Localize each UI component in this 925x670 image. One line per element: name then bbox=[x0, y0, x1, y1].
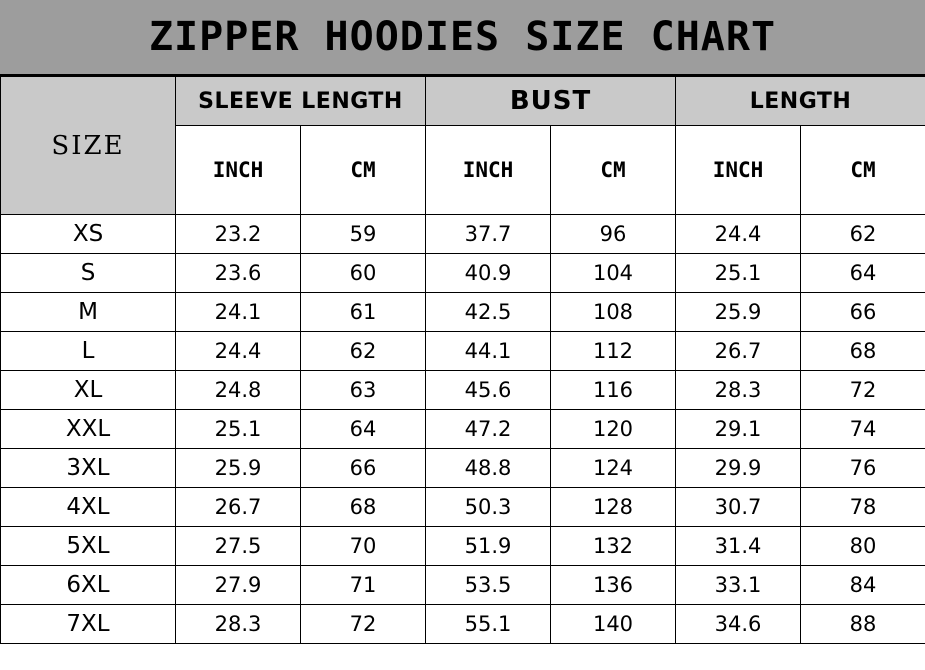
cell-bust-inch: 40.9 bbox=[426, 254, 551, 293]
cell-length-cm: 62 bbox=[801, 215, 925, 254]
cell-sleeve-cm: 62 bbox=[301, 332, 426, 371]
cell-bust-cm: 120 bbox=[551, 410, 676, 449]
cell-sleeve-inch: 25.9 bbox=[176, 449, 301, 488]
cell-length-cm: 66 bbox=[801, 293, 925, 332]
table-row bbox=[1, 449, 925, 488]
cell-sleeve-cm: 70 bbox=[301, 527, 426, 566]
cell-length-cm: 88 bbox=[801, 605, 925, 644]
table-row bbox=[1, 332, 925, 371]
size-chart-table bbox=[0, 76, 925, 644]
cell-length-inch: 25.1 bbox=[676, 254, 801, 293]
cell-sleeve-inch: 26.7 bbox=[176, 488, 301, 527]
cell-sleeve-inch: 25.1 bbox=[176, 410, 301, 449]
cell-bust-inch: 44.1 bbox=[426, 332, 551, 371]
cell-bust-inch: 37.7 bbox=[426, 215, 551, 254]
cell-length-inch: 24.4 bbox=[676, 215, 801, 254]
unit-header-length-inch: INCH bbox=[676, 126, 801, 215]
chart-title-bar bbox=[0, 0, 925, 76]
cell-length-cm: 64 bbox=[801, 254, 925, 293]
table-row bbox=[1, 254, 925, 293]
cell-sleeve-inch: 24.8 bbox=[176, 371, 301, 410]
table-row bbox=[1, 488, 925, 527]
cell-length-cm: 80 bbox=[801, 527, 925, 566]
cell-bust-cm: 96 bbox=[551, 215, 676, 254]
cell-length-inch: 33.1 bbox=[676, 566, 801, 605]
cell-sleeve-cm: 72 bbox=[301, 605, 426, 644]
group-header-length: LENGTH bbox=[676, 77, 925, 126]
cell-bust-cm: 128 bbox=[551, 488, 676, 527]
cell-bust-cm: 104 bbox=[551, 254, 676, 293]
cell-sleeve-inch: 28.3 bbox=[176, 605, 301, 644]
cell-length-cm: 74 bbox=[801, 410, 925, 449]
cell-sleeve-cm: 71 bbox=[301, 566, 426, 605]
cell-length-cm: 76 bbox=[801, 449, 925, 488]
cell-sleeve-inch: 24.4 bbox=[176, 332, 301, 371]
cell-length-cm: 72 bbox=[801, 371, 925, 410]
cell-bust-cm: 124 bbox=[551, 449, 676, 488]
cell-bust-inch: 45.6 bbox=[426, 371, 551, 410]
cell-bust-cm: 108 bbox=[551, 293, 676, 332]
cell-sleeve-cm: 59 bbox=[301, 215, 426, 254]
cell-size: 5XL bbox=[1, 527, 176, 566]
cell-size: XL bbox=[1, 371, 176, 410]
table-row bbox=[1, 566, 925, 605]
cell-bust-inch: 48.8 bbox=[426, 449, 551, 488]
unit-header-sleeve-inch: INCH bbox=[176, 126, 301, 215]
cell-sleeve-cm: 66 bbox=[301, 449, 426, 488]
group-header-row bbox=[1, 77, 925, 126]
cell-size: L bbox=[1, 332, 176, 371]
cell-length-inch: 34.6 bbox=[676, 605, 801, 644]
cell-length-cm: 78 bbox=[801, 488, 925, 527]
unit-header-bust-inch: INCH bbox=[426, 126, 551, 215]
table-row bbox=[1, 371, 925, 410]
unit-header-sleeve-cm: CM bbox=[301, 126, 426, 215]
cell-bust-inch: 42.5 bbox=[426, 293, 551, 332]
cell-bust-cm: 136 bbox=[551, 566, 676, 605]
cell-length-cm: 84 bbox=[801, 566, 925, 605]
cell-size: S bbox=[1, 254, 176, 293]
cell-sleeve-inch: 27.9 bbox=[176, 566, 301, 605]
cell-bust-cm: 112 bbox=[551, 332, 676, 371]
cell-sleeve-cm: 64 bbox=[301, 410, 426, 449]
cell-length-inch: 26.7 bbox=[676, 332, 801, 371]
group-header-sleeve-length: SLEEVE LENGTH bbox=[176, 77, 426, 126]
cell-length-inch: 29.9 bbox=[676, 449, 801, 488]
unit-header-bust-cm: CM bbox=[551, 126, 676, 215]
page-title: ZIPPER HOODIES SIZE CHART bbox=[148, 14, 777, 60]
cell-size: 3XL bbox=[1, 449, 176, 488]
cell-bust-inch: 51.9 bbox=[426, 527, 551, 566]
cell-sleeve-cm: 61 bbox=[301, 293, 426, 332]
table-row bbox=[1, 293, 925, 332]
cell-length-inch: 30.7 bbox=[676, 488, 801, 527]
cell-sleeve-cm: 68 bbox=[301, 488, 426, 527]
cell-sleeve-inch: 23.6 bbox=[176, 254, 301, 293]
cell-size: 6XL bbox=[1, 566, 176, 605]
cell-sleeve-cm: 63 bbox=[301, 371, 426, 410]
table-row bbox=[1, 410, 925, 449]
unit-header-length-cm: CM bbox=[801, 126, 925, 215]
cell-sleeve-cm: 60 bbox=[301, 254, 426, 293]
column-header-size: SIZE bbox=[1, 77, 176, 215]
cell-bust-cm: 140 bbox=[551, 605, 676, 644]
cell-sleeve-inch: 23.2 bbox=[176, 215, 301, 254]
cell-length-inch: 31.4 bbox=[676, 527, 801, 566]
cell-sleeve-inch: 27.5 bbox=[176, 527, 301, 566]
cell-size: XS bbox=[1, 215, 176, 254]
table-row bbox=[1, 527, 925, 566]
group-header-bust: BUST bbox=[426, 77, 676, 126]
table-row bbox=[1, 605, 925, 644]
cell-length-cm: 68 bbox=[801, 332, 925, 371]
cell-bust-inch: 47.2 bbox=[426, 410, 551, 449]
cell-size: M bbox=[1, 293, 176, 332]
cell-bust-inch: 50.3 bbox=[426, 488, 551, 527]
table-row bbox=[1, 215, 925, 254]
cell-bust-cm: 116 bbox=[551, 371, 676, 410]
cell-size: XXL bbox=[1, 410, 176, 449]
cell-bust-inch: 53.5 bbox=[426, 566, 551, 605]
cell-size: 4XL bbox=[1, 488, 176, 527]
cell-length-inch: 28.3 bbox=[676, 371, 801, 410]
cell-length-inch: 25.9 bbox=[676, 293, 801, 332]
cell-bust-inch: 55.1 bbox=[426, 605, 551, 644]
cell-length-inch: 29.1 bbox=[676, 410, 801, 449]
cell-sleeve-inch: 24.1 bbox=[176, 293, 301, 332]
cell-size: 7XL bbox=[1, 605, 176, 644]
cell-bust-cm: 132 bbox=[551, 527, 676, 566]
